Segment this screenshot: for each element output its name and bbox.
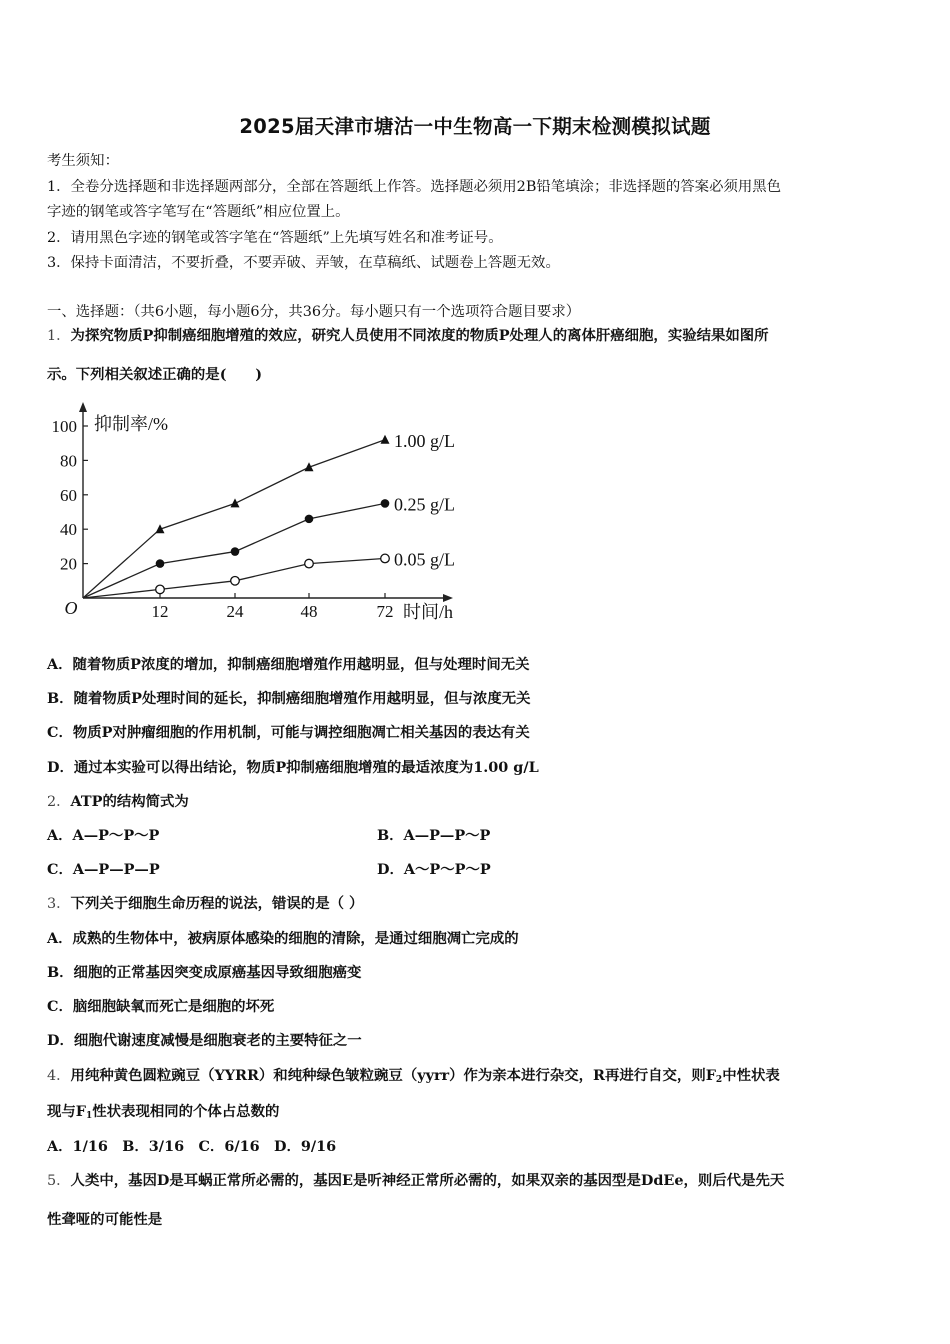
chart-axes bbox=[52, 402, 454, 622]
q1-stem-line2: 示。下列相关叙述正确的是( ) bbox=[47, 366, 263, 383]
q1-option-b: B．随着物质P处理时间的延长，抑制癌细胞增殖作用越明显，但与浓度无关 bbox=[47, 690, 531, 707]
series-label: 0.25 g/L bbox=[394, 494, 455, 515]
q4-stem-line1-a: 用纯种黄色圆粒豌豆（YYRR）和纯种绿色皱粒豌豆（yyrr）作为亲本进行杂交，R再进行自交，则F bbox=[70, 1067, 716, 1084]
y-tick-label: 100 bbox=[51, 417, 77, 436]
page-title: 2025届天津市塘沽一中生物高一下期末检测模拟试题 bbox=[239, 115, 711, 138]
q4-subscript-1: 1 bbox=[86, 1111, 93, 1121]
q2-option-a: A．A—P～P～P bbox=[47, 827, 160, 844]
chart-series bbox=[83, 431, 455, 598]
q1-option-d: D．通过本实验可以得出结论，物质P抑制癌细胞增殖的最适浓度为1.00 g/L bbox=[47, 759, 539, 776]
q3-option-d: D．细胞代谢速度减慢是细胞衰老的主要特征之一 bbox=[47, 1032, 362, 1049]
q2-option-d: D．A～P～P～P bbox=[377, 861, 491, 878]
q4-stem-line1-b: 中性状表 bbox=[722, 1067, 780, 1084]
x-tick-label: 24 bbox=[226, 602, 244, 621]
q2-stem bbox=[47, 792, 189, 812]
y-axis-label: 抑制率/% bbox=[94, 414, 168, 434]
data-point bbox=[305, 559, 314, 568]
notice-item-1-cont: 字迹的钢笔或答字笔写在“答题纸”相应位置上。 bbox=[47, 204, 350, 220]
notice-item-2: 2．请用黑色字迹的钢笔或答字笔在“答题纸”上先填写姓名和准考证号。 bbox=[47, 230, 503, 246]
x-axis-label: 时间/h bbox=[403, 602, 454, 622]
y-tick-label: 80 bbox=[60, 451, 77, 471]
data-point bbox=[231, 577, 240, 586]
data-point bbox=[231, 547, 240, 556]
q5-stem-line2: 性聋哑的可能性是 bbox=[47, 1211, 163, 1228]
q5-stem-line1: 人类中，基因D是耳蜗正常所必需的，基因E是听神经正常所必需的，如果双亲的基因型是DdEe，则后代是先天 bbox=[70, 1172, 785, 1189]
x-tick-label: 72 bbox=[376, 602, 394, 621]
x-tick-label: 12 bbox=[151, 602, 169, 621]
notice-heading: 考生须知： bbox=[47, 153, 119, 169]
q1-stem bbox=[47, 326, 769, 346]
q4-subscript-2: 2 bbox=[715, 1075, 723, 1085]
data-point bbox=[305, 515, 314, 524]
q1-option-a: A．随着物质P浓度的增加，抑制癌细胞增殖作用越明显，但与处理时间无关 bbox=[47, 656, 530, 673]
q4-options: A．1/16 B．3/16 C．6/16 D．9/16 bbox=[47, 1138, 337, 1155]
q3-option-c: C．脑细胞缺氧而死亡是细胞的坏死 bbox=[47, 998, 275, 1015]
data-point bbox=[381, 554, 390, 563]
q4-stem-line2 bbox=[47, 1102, 279, 1126]
section-heading: 一、选择题：（共6小题，每小题6分，共36分。每小题只有一个选项符合题目要求） bbox=[47, 304, 581, 320]
q3-number: 3． bbox=[47, 896, 71, 912]
q4-number: 4． bbox=[47, 1068, 71, 1084]
q4-stem-line2-a: 现与F bbox=[47, 1103, 86, 1120]
data-point bbox=[381, 499, 390, 508]
q1-stem-line1: 为探究物质P抑制癌细胞增殖的效应，研究人员使用不同浓度的物质P处理人的离体肝癌细胞，实验结果如图所 bbox=[70, 327, 769, 344]
y-tick-label: 60 bbox=[60, 485, 77, 505]
data-point bbox=[156, 559, 165, 568]
notice-item-1: 1．全卷分选择题和非选择题两部分，全部在答题纸上作答。选择题必须用2B铅笔填涂；非选择题的答案必须用黑色 bbox=[47, 179, 782, 195]
inhibition-rate-chart bbox=[40, 396, 480, 628]
series-label: 1.00 g/L bbox=[394, 430, 455, 451]
q3-stem-text: 下列关于细胞生命历程的说法，错误的是（ ） bbox=[70, 895, 364, 912]
y-tick-label: 20 bbox=[60, 554, 77, 574]
series-line-1 bbox=[83, 440, 385, 598]
series-label: 0.05 g/L bbox=[394, 549, 455, 570]
y-axis-arrow bbox=[79, 402, 87, 412]
origin-label: O bbox=[64, 598, 78, 618]
data-point bbox=[231, 498, 240, 507]
y-tick-label: 40 bbox=[60, 520, 77, 540]
q2-number: 2． bbox=[47, 794, 71, 810]
q4-stem bbox=[47, 1066, 780, 1090]
q3-stem bbox=[47, 894, 363, 914]
q2-option-c: C．A—P—P—P bbox=[47, 861, 160, 878]
x-tick-label: 48 bbox=[300, 602, 318, 621]
q1-option-c: C．物质P对肿瘤细胞的作用机制，可能与调控细胞凋亡相关基因的表达有关 bbox=[47, 724, 530, 741]
q5-stem bbox=[47, 1171, 784, 1191]
q5-number: 5． bbox=[47, 1173, 71, 1189]
q2-stem-text: ATP的结构简式为 bbox=[70, 793, 189, 810]
q1-number: 1． bbox=[47, 328, 71, 344]
notice-item-3: 3．保持卡面清洁，不要折叠，不要弄破、弄皱，在草稿纸、试题卷上答题无效。 bbox=[47, 255, 560, 271]
data-point bbox=[156, 585, 165, 594]
x-axis-arrow bbox=[443, 594, 453, 602]
data-point bbox=[381, 435, 390, 444]
q3-option-a: A．成熟的生物体中，被病原体感染的细胞的清除，是通过细胞凋亡完成的 bbox=[47, 930, 519, 947]
q2-option-b: B．A—P—P～P bbox=[377, 827, 491, 844]
q4-stem-line2-b: 性状表现相同的个体占总数的 bbox=[92, 1103, 280, 1120]
q3-option-b: B．细胞的正常基因突变成原癌基因导致细胞癌变 bbox=[47, 964, 362, 981]
